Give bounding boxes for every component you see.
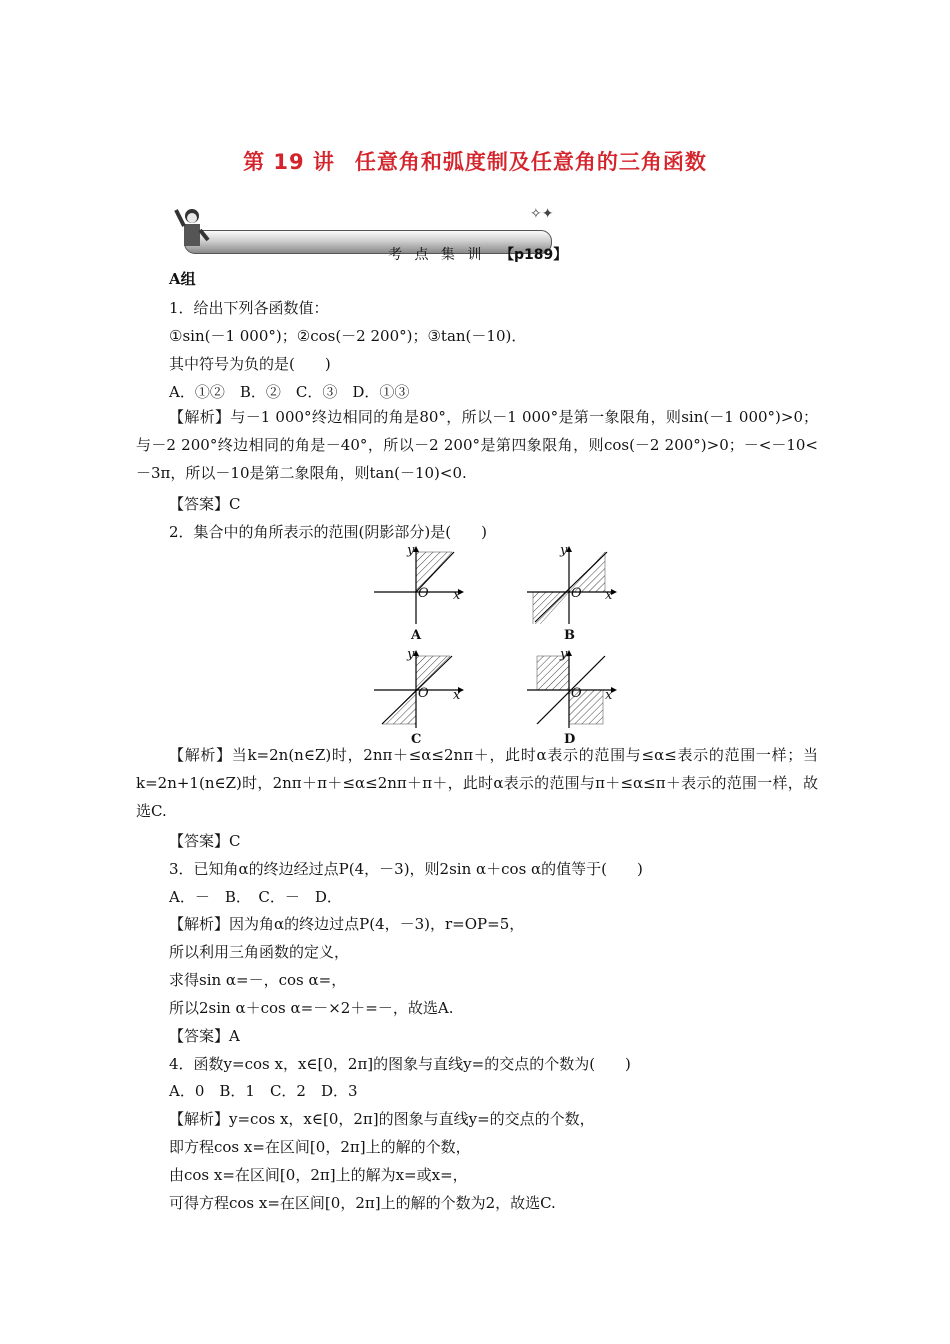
- q2-analysis: 【解析】当k=2n(n∈Z)时，2nπ＋≤α≤2nπ＋，此时α表示的范围与≤α≤表示的范围一样；当k=2n+1(n∈Z)时，2nπ＋π＋≤α≤2nπ＋π＋，此时α表示的范围与π＋≤α≤π＋表示的范围一样，故选C.: [136, 746, 818, 820]
- graph-d-letter: D: [564, 732, 576, 747]
- q1-stem: 1．给出下列各函数值：: [169, 299, 329, 317]
- graph-c-letter: C: [411, 732, 422, 747]
- q1-analysis: 【解析】与－1 000°终边相同的角是80°，所以－1 000°是第一象限角，则sin(－1 000°)>0；与－2 200°终边相同的角是－40°，所以－2 200°是第四象限角，则cos(－2 200°)>0；－<－10<－3π，所以－10是第二象限角，则tan(－10)<0.: [136, 408, 818, 482]
- banner-bar: [184, 230, 552, 254]
- graph-b-x-label: x: [605, 588, 613, 603]
- q4-analysis: 【解析】y=cos x，x∈[0，2π]的图象与直线y=的交点的个数，: [169, 1110, 595, 1128]
- q3-analysis-line4: 所以2sin α＋cos α=－×2＋=－，故选A.: [169, 999, 454, 1017]
- q4-stem: 4．函数y=cos x，x∈[0，2π]的图象与直线y=的交点的个数为( ): [169, 1055, 631, 1073]
- q3-analysis-line3: 求得sin α=－，cos α=，: [169, 971, 347, 989]
- q4-analysis-line2: 即方程cos x=在区间[0，2π]上的解的个数，: [169, 1138, 471, 1156]
- graph-c-origin: O: [418, 686, 429, 701]
- graph-b-letter: B: [564, 628, 575, 643]
- group-label: A组: [169, 270, 196, 288]
- q1-answer: 【答案】C: [169, 495, 241, 513]
- graph-a-x-label: x: [453, 588, 461, 603]
- q1-question: 其中符号为负的是( ): [169, 355, 331, 373]
- sparkle-icon: ✧✦: [530, 206, 554, 222]
- q1-items: ①sin(－1 000°)；②cos(－2 200°)；③tan(－10)．: [169, 327, 527, 345]
- student-illustration-icon: [172, 204, 216, 254]
- graph-a-origin: O: [418, 586, 429, 601]
- q3-analysis-line2: 所以利用三角函数的定义，: [169, 943, 350, 961]
- graph-c-y-label: y: [407, 647, 415, 662]
- graph-a-letter: A: [411, 628, 422, 643]
- q4-analysis-line4: 可得方程cos x=在区间[0，2π]上的解的个数为2，故选C.: [169, 1194, 556, 1212]
- graph-c-x-label: x: [453, 688, 461, 703]
- lesson-number: 第 19 讲: [243, 150, 335, 174]
- q3-analysis: 【解析】因为角α的终边过点P(4，－3)，r=OP=5，: [169, 915, 525, 933]
- q3-stem: 3．已知角α的终边经过点P(4，－3)，则2sin α＋cos α的值等于( ): [169, 860, 643, 878]
- banner-label: 考 点 集 训: [388, 247, 486, 263]
- graph-d-y-label: y: [560, 647, 568, 662]
- q3-options: A．－ B． C．－ D．: [169, 888, 342, 906]
- graph-d-x-label: x: [605, 688, 613, 703]
- graph-d-origin: O: [571, 686, 582, 701]
- graph-b-y-label: y: [560, 543, 568, 558]
- page-title: [0, 146, 950, 176]
- page-reference: 【p189】: [500, 247, 568, 263]
- graph-b-origin: O: [571, 586, 582, 601]
- q2-stem: 2．集合中的角所表示的范围(阴影部分)是( ): [169, 523, 487, 541]
- graph-a-y-label: y: [407, 543, 415, 558]
- q2-answer: 【答案】C: [169, 832, 241, 850]
- lesson-topic: 任意角和弧度制及任意角的三角函数: [354, 150, 707, 174]
- q4-options: A．0 B．1 C．2 D．3: [169, 1082, 358, 1100]
- q3-answer: 【答案】A: [169, 1027, 240, 1045]
- q4-analysis-line3: 由cos x=在区间[0，2π]上的解为x=或x=，: [169, 1166, 468, 1184]
- q1-options: A．①② B．② C．③ D．①③: [169, 383, 410, 401]
